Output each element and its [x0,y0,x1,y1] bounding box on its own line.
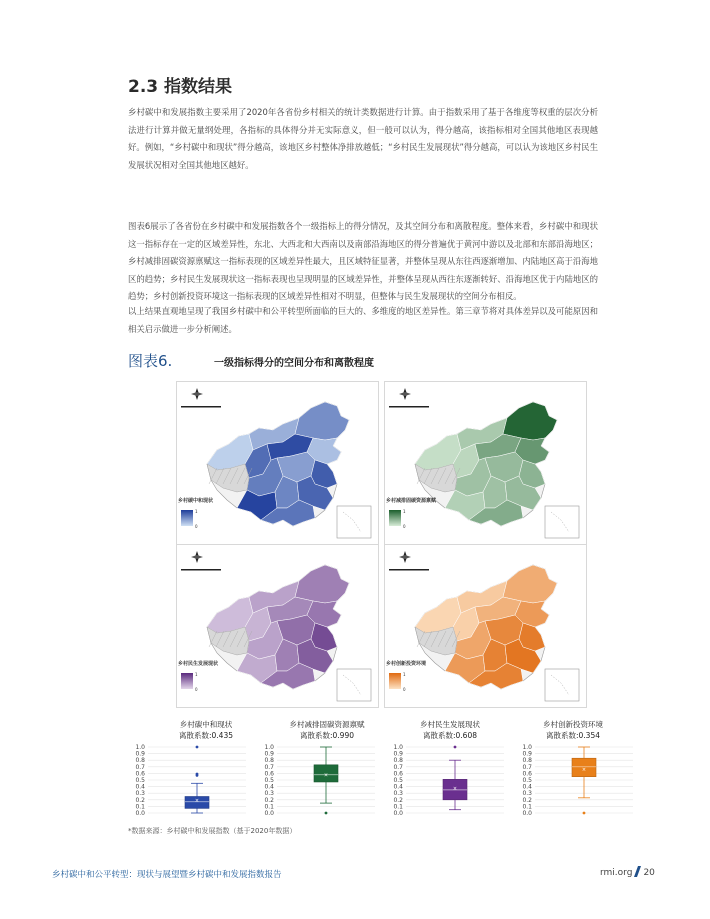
section-heading: 2.3 指数结果 [128,77,233,97]
y-tick-label: 0.3 [264,790,274,798]
province-region [295,565,349,603]
compass-icon [191,551,203,563]
south-china-sea-inset [337,669,371,701]
map-legend-label: 乡村减排固碳资源禀赋 [386,498,437,504]
scale-bar [181,406,221,408]
y-tick-label: 0.9 [393,750,403,758]
map-carbon-status [176,381,379,545]
figure-title: 一级指标得分的空间分布和离散程度 [214,358,374,369]
y-tick-label: 0.4 [264,783,274,791]
south-china-sea-inset [545,506,579,538]
scale-bar [181,569,221,571]
y-tick-label: 0.7 [393,763,403,771]
y-tick-label: 0.2 [264,796,274,804]
legend-high: 1 [195,509,198,514]
y-tick-label: 0.5 [522,777,532,784]
outlier-point [196,773,199,776]
y-tick-label: 0.1 [135,803,145,811]
legend-low: 0 [403,687,406,692]
y-tick-label: 0.6 [393,770,403,778]
data-source-note: *数据来源：乡村碳中和发展指数（基于2020年数据） [128,827,297,835]
y-tick-label: 0.6 [522,770,532,778]
y-tick-label: 1.0 [264,744,274,751]
mean-marker: × [194,797,200,804]
y-tick-label: 0.8 [264,757,274,765]
page-footer [600,866,655,878]
outlier-point [583,812,586,815]
boxplot-chart [257,743,379,819]
y-tick-label: 1.0 [135,744,145,751]
mean-marker: × [581,766,587,773]
compass-icon [191,388,203,400]
y-tick-label: 0.0 [393,810,403,817]
y-tick-label: 1.0 [393,744,403,751]
y-tick-label: 1.0 [522,744,532,751]
y-tick-label: 0.7 [522,763,532,771]
province-region [503,402,557,440]
legend-color-ramp [181,673,193,689]
boxplot-title: 乡村创新投资环境 离散系数:0.354 [543,720,603,740]
slash-divider [634,866,641,877]
y-tick-label: 0.6 [135,770,145,778]
y-tick-label: 0.0 [522,810,532,817]
mean-marker: × [452,785,458,792]
y-tick-label: 0.8 [522,757,532,765]
compass-icon [399,551,411,563]
boxplot-chart [128,743,250,819]
y-tick-label: 0.0 [264,810,274,817]
y-tick-label: 0.3 [393,790,403,798]
province-region [503,565,557,603]
legend-low: 0 [195,687,198,692]
y-tick-label: 0.4 [135,783,145,791]
y-tick-label: 0.1 [264,803,274,811]
paragraph-figure-description: 图表6展示了各省份在乡村碳中和发展指数各个一级指标上的得分情况，及其空间分布和离散程度。整体来看，乡村碳中和现状这一指标存在一定的区域差异性，东北、大西北和大西南以及南部沿海地区的得分普遍优于黄河中游以及北部和东部沿海地区；乡村减排固碳资源禀赋这一指标表现的区域差异性最大，且区域特征显著，并整体呈现从东往西逐渐增加、内陆地区高于沿海地区的趋势；乡村民生发展现状这一指标表现也呈现明显的区域差异性，并整体呈现从西往东逐渐转好、沿海地区优于内陆地区的趋势；乡村创新投资环境这一指标表现的区域差异性相对不明显，但整体与民生发展现状的空间分布相反。 [128,221,598,301]
y-tick-label: 0.7 [135,763,145,771]
scale-bar [389,569,429,571]
y-tick-label: 0.4 [522,783,532,791]
y-tick-label: 0.0 [135,810,145,817]
y-tick-label: 0.3 [135,790,145,798]
y-tick-label: 0.5 [135,777,145,784]
y-tick-label: 0.8 [135,757,145,765]
legend-color-ramp [389,510,401,526]
map-legend-label: 乡村碳中和现状 [178,498,214,504]
y-tick-label: 0.8 [393,757,403,765]
boxplot-chart [386,743,508,819]
paragraph-intro: 乡村碳中和发展指数主要采用了2020年各省份乡村相关的统计类数据进行计算。由于指数采用了基于各维度等权重的层次分析法进行计算并做无量纲处理，各指标的具体得分并无实际意义，但一般可以认为，得分越高，该指标相对全国其他地区表现越好。例如，“乡村碳中和现状”得分越高，该地区乡村整体净排放越低；“乡村民生发展现状”得分越高，可以认为该地区乡村民生发展状况相对全国其他地区越好。 [128,107,598,170]
site-link[interactable]: rmi.org [600,868,633,878]
boxplot-title: 乡村民生发展现状 离散系数:0.608 [420,720,480,740]
legend-color-ramp [389,673,401,689]
boxplot-chart [515,743,637,819]
mean-marker: × [323,772,329,779]
legend-high: 1 [403,672,406,677]
outlier-point [325,812,328,815]
y-tick-label: 0.5 [264,777,274,784]
y-tick-label: 0.7 [264,763,274,771]
map-legend-label: 乡村创新投资环境 [386,661,427,667]
y-tick-label: 0.5 [393,777,403,784]
compass-icon [399,388,411,400]
map-emission-resources [384,381,587,545]
outlier-point [196,746,199,749]
figure-label: 图表6. [128,352,173,370]
map-investment-environment [384,544,587,708]
y-tick-label: 0.9 [522,750,532,758]
y-tick-label: 0.3 [522,790,532,798]
legend-high: 1 [403,509,406,514]
y-tick-label: 0.1 [393,803,403,811]
report-title-footer: 乡村碳中和公平转型：现状与展望暨乡村碳中和发展指数报告 [52,870,282,880]
map-livelihood-status [176,544,379,708]
legend-color-ramp [181,510,193,526]
scale-bar [389,406,429,408]
south-china-sea-inset [545,669,579,701]
y-tick-label: 0.9 [135,750,145,758]
map-legend-label: 乡村民生发展现状 [178,661,219,667]
boxplot-title: 乡村碳中和现状 离散系数:0.435 [179,720,233,740]
y-tick-label: 0.2 [522,796,532,804]
south-china-sea-inset [337,506,371,538]
paragraph-conclusion: 以上结果直观地呈现了我国乡村碳中和公平转型所面临的巨大的、多维度的地区差异性。第三章节将对具体差异以及可能原因和相关启示做进一步分析阐述。 [128,306,598,334]
outlier-point [454,746,457,749]
legend-low: 0 [195,524,198,529]
y-tick-label: 0.2 [393,796,403,804]
page-number: 20 [643,868,655,878]
y-tick-label: 0.2 [135,796,145,804]
province-region [295,402,349,440]
y-tick-label: 0.9 [264,750,274,758]
y-tick-label: 0.4 [393,783,403,791]
legend-low: 0 [403,524,406,529]
y-tick-label: 0.1 [522,803,532,811]
boxplot-title: 乡村减排固碳资源禀赋 离散系数:0.990 [289,720,365,740]
y-tick-label: 0.6 [264,770,274,778]
legend-high: 1 [195,672,198,677]
